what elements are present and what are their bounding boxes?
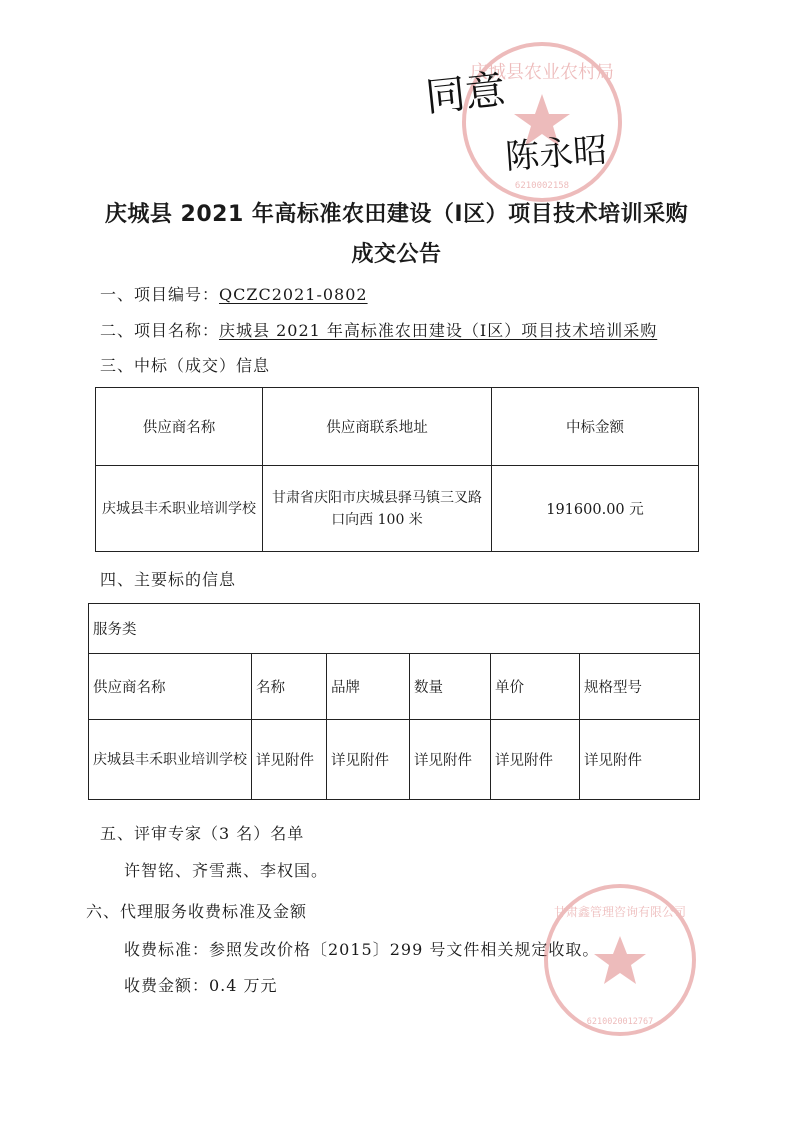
header-unit-price: 单价 xyxy=(491,654,580,720)
page-title-line1: 庆城县 2021 年高标准农田建设（Ⅰ区）项目技术培训采购 xyxy=(104,202,689,227)
section-main-items: 四、主要标的信息 xyxy=(100,570,237,589)
svg-text:庆城县农业农村局: 庆城县农业农村局 xyxy=(470,62,614,83)
section-project-number xyxy=(100,282,368,305)
cell-quantity: 详见附件 xyxy=(410,720,491,800)
header-award-amount: 中标金额 xyxy=(492,388,699,466)
header-supplier-address: 供应商联系地址 xyxy=(263,388,492,466)
fee-amount: 收费金额：0.4 万元 xyxy=(124,976,278,995)
project-number-value: QCZC2021-0802 xyxy=(219,285,368,304)
project-name-label: 二、项目名称： xyxy=(100,321,220,340)
table-row xyxy=(89,720,700,800)
cell-award-amount: 191600.00 元 xyxy=(492,466,699,552)
official-seal-bottom xyxy=(540,880,700,1040)
cell-category: 服务类 xyxy=(89,604,700,654)
award-table xyxy=(95,387,699,552)
svg-text:甘肃鑫管理咨询有限公司: 甘肃鑫管理咨询有限公司 xyxy=(553,905,687,919)
project-number-label: 一、项目编号： xyxy=(100,285,220,304)
page-title-line2: 成交公告 xyxy=(351,242,442,267)
svg-text:6210002158: 6210002158 xyxy=(514,181,570,191)
header-supplier-name: 供应商名称 xyxy=(96,388,263,466)
header-brand: 品牌 xyxy=(327,654,410,720)
svg-text:6210020012767: 6210020012767 xyxy=(586,1017,654,1027)
header-supplier-name: 供应商名称 xyxy=(89,654,252,720)
header-quantity: 数量 xyxy=(410,654,491,720)
header-item-name: 名称 xyxy=(252,654,327,720)
table-header-row xyxy=(89,654,700,720)
project-name-value: 庆城县 2021 年高标准农田建设（Ⅰ区）项目技术培训采购 xyxy=(219,321,658,340)
items-table xyxy=(88,603,700,800)
cell-specification: 详见附件 xyxy=(580,720,700,800)
cell-brand: 详见附件 xyxy=(327,720,410,800)
header-specification: 规格型号 xyxy=(580,654,700,720)
table-category-row xyxy=(89,604,700,654)
cell-supplier-name: 庆城县丰禾职业培训学校 xyxy=(89,720,252,800)
cell-item-name: 详见附件 xyxy=(252,720,327,800)
cell-supplier-address: 甘肃省庆阳市庆城县驿马镇三叉路口向西 100 米 xyxy=(263,466,492,552)
handwritten-approval: 同意 xyxy=(423,66,508,122)
expert-names: 许智铭、齐雪燕、李权国。 xyxy=(124,861,329,880)
table-header-row xyxy=(96,388,699,466)
section-award-info: 三、中标（成交）信息 xyxy=(100,356,271,375)
section-experts: 五、评审专家（3 名）名单 xyxy=(100,824,305,843)
cell-supplier-name: 庆城县丰禾职业培训学校 xyxy=(96,466,263,552)
fee-standard: 收费标准：参照发改价格〔2015〕299 号文件相关规定收取。 xyxy=(124,940,600,959)
cell-unit-price: 详见附件 xyxy=(491,720,580,800)
table-row xyxy=(96,466,699,552)
handwritten-signature: 陈永昭 xyxy=(503,130,609,178)
section-agency-fee: 六、代理服务收费标准及金额 xyxy=(86,902,308,921)
section-project-name xyxy=(100,318,657,341)
